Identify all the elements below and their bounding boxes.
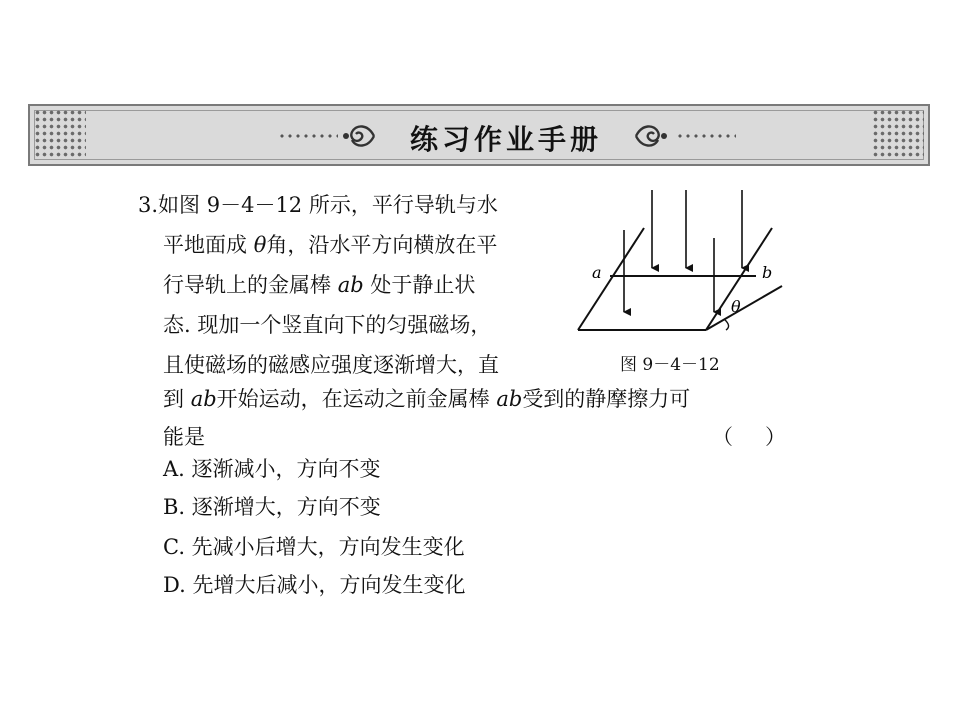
question-line-6: [163, 386, 690, 412]
question-text: 受到的静摩擦力可: [522, 387, 691, 411]
bracket-open: （: [712, 425, 733, 449]
option-b[interactable]: B. 逐渐增大，方向不变: [163, 495, 381, 519]
label-b: b: [762, 263, 773, 282]
question-text: 如图 9－4－12 所示，平行导轨与水: [158, 193, 498, 217]
question-text: 开始运动，在运动之前金属棒: [216, 387, 497, 411]
question-text: 能是: [163, 425, 205, 449]
dotted-line-left: [278, 134, 338, 138]
ground-line-right: [706, 286, 782, 330]
option-d[interactable]: D. 先增大后减小，方向发生变化: [163, 573, 466, 597]
banner-title: 练习作业手册: [409, 123, 602, 156]
rail-left: [578, 228, 644, 330]
label-theta: θ: [731, 297, 741, 316]
flourish-icon: [630, 116, 670, 156]
question-line-4: [163, 312, 491, 338]
question-text: 角，沿水平方向横放在平: [266, 233, 498, 257]
physics-figure: [576, 188, 788, 348]
question-text: 平地面成: [163, 233, 254, 257]
bracket-close: ）: [765, 425, 786, 449]
option-c[interactable]: C. 先减小后增大，方向发生变化: [163, 535, 465, 559]
figure-caption: 图 9－4－12: [620, 355, 720, 375]
question-text: 态. 现加一个竖直向下的匀强磁场，: [163, 313, 492, 337]
question-text: 行导轨上的金属棒: [163, 273, 338, 297]
answer-bracket[interactable]: [712, 424, 786, 450]
angle-arc: [724, 319, 729, 330]
option-a[interactable]: A. 逐渐减小，方向不变: [163, 457, 381, 481]
theta-symbol: θ: [253, 233, 267, 257]
question-line-5: [163, 352, 499, 378]
header-banner: [28, 104, 930, 166]
dotted-line-right: [676, 134, 736, 138]
question-text: 到: [163, 387, 191, 411]
dot-pattern-left: [34, 109, 86, 157]
rod-symbol: ab: [190, 387, 217, 411]
question-line-3: [163, 272, 475, 298]
rod-symbol: ab: [337, 273, 364, 297]
question-line-2: [163, 232, 497, 258]
question-text: 处于静止状: [363, 273, 476, 297]
rod-symbol: ab: [496, 387, 523, 411]
question-line-7: [163, 424, 205, 450]
flourish-icon: [340, 116, 380, 156]
label-a: a: [592, 263, 602, 282]
question-number: 3.: [138, 193, 159, 217]
question-line-1: [138, 192, 498, 218]
question-text: 且使磁场的磁感应强度逐渐增大，直: [163, 353, 499, 377]
dot-pattern-right: [872, 109, 924, 157]
